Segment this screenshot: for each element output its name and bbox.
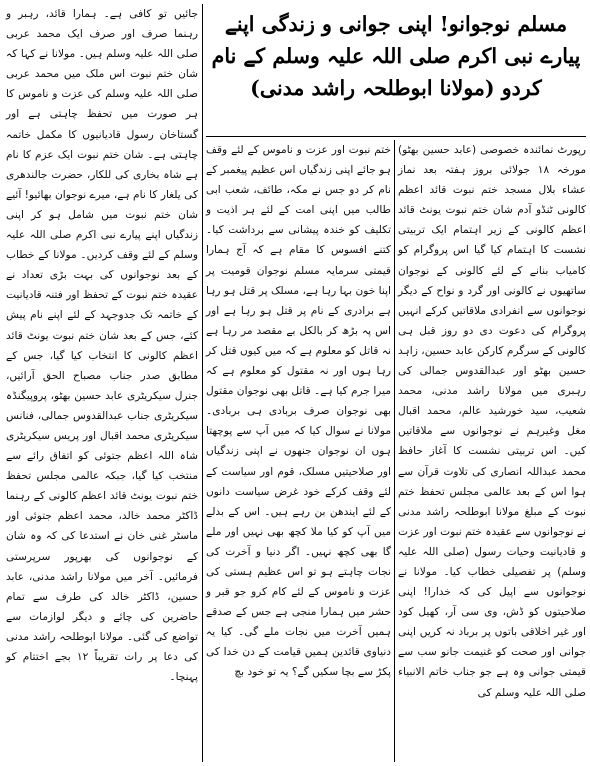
headline-rule (206, 136, 586, 137)
column-text: جائیں تو کافی ہے۔ ہمارا قائد، رہبر و رہنما صرف اور صرف ایک محمد عربی صلی اللہ علیہ وسلم ہیں۔ مولانا نے کہا کہ شان ختم نبوت اس ملک میں محمد عربی صلی اللہ علیہ وسلم کی عزت و ناموس کا ہر صورت میں تحفظ چاہتی ہے اور گستاخان رسول قادیانیوں کا مکمل خاتمہ چاہتی ہے۔ شان ختم نبوت ایک عزم کا نام ہے شاہ بخاری کی للکار، حضرت جالندھری کی یلغار کا نام ہے، میرے نوجوان بھائیو! آئیے شان ختم نبوت میں شامل ہو کر اپنی زندگیاں اپنے پیارے نبی اکرم صلی اللہ علیہ وسلم کے لئے وقف کردیں۔ مولانا کے خطاب کے بعد نوجوانوں کی بہت بڑی تعداد نے عقیدہ ختم نبوت کے تحفظ اور فتنہ قادیانیت کے خاتمہ تک جدوجہد کے لئے اپنے نام پیش کئے، جس کے بعد شان ختم نبوت یونٹ قائد اعظم کالونی کا انتخاب کیا گیا، جس کے مطابق صدر جناب مصباح الحق آرائیں، جنرل سیکریٹری عابد حسین بھٹو، پروپیگنڈہ سیکریٹری جناب عبدالقدوس جمالی، فنانس سیکریٹری محمد اقبال اور پریس سیکریٹری شاہ اللہ اعظم جتوئی کو اتفاق رائے سے منتخب کیا گیا، جبکہ عالمی مجلس تحفظ ختم نبوت یونٹ قائد اعظم کالونی کے رہنما ڈاکٹر محمد خالد، محمد اعظم جتوئی اور ماسٹر غنی خان نے استدعا کی کہ وہ شان کے نوجوانوں کی بھرپور سرپرستی فرمائیں۔ آخر میں مولانا راشد مدنی، عابد حسین، ڈاکٹر خالد کی طرف سے تمام حاضرین کی چائے و دیگر لوازمات سے تواضع کی گئی۔ مولانا ابوطلحہ راشد مدنی کی دعا پر رات تقریباً ۱۲ بجے اختتام کو پہنچا۔ (6, 8, 198, 684)
column-divider-right (394, 140, 395, 762)
column-text: ختم نبوت اور عزت و ناموس کے لئے وقف ہو جائے اپنی زندگیاں اس عظیم پیغمبر کے نام کر دو جس نے مکہ، طائف، شعب ابی طالب میں اپنی امت کے لئے ہر اذیت و تکلیف کو خندہ پیشانی سے برداشت کیا۔ کتنے افسوس کا مقام ہے کہ آج ہمارا قیمتی سرمایہ مسلم نوجوان قومیت پر اپنا خون بہا رہا ہے، مسلک پر قتل ہو رہا ہے برادری کے نام پر قتل ہو رہا ہے اور اس پہ بڑھ کر بالکل بے مقصد مر رہا ہے نہ قاتل کو معلوم ہے کہ میں کیوں قتل کر رہا ہوں اور نہ مقتول کو معلوم ہے کہ میرا جرم کیا ہے۔ قاتل بھی نوجوان مقتول بھی نوجوان صرف بربادی ہی بربادی۔ مولانا نے سوال کیا کہ میں آپ سے پوچھتا ہوں ان نوجوان جنھوں نے اپنی زندگیاں اور صلاحیتیں مسلک، قوم اور سیاست کے لئے وقف کرکے خود غرض سیاست دانوں کے لئے ایندھن بن رہے ہیں۔ اس کے بدلے میں آپ کو کیا ملا کچھ بھی نہیں اور ملے گا بھی کچھ نہیں۔ اگر دنیا و آخرت کی نجات چاہتے ہو تو اس عظیم ہستی کی عزت و ناموس کے لئے کام کرو جو قبر و حشر میں ہمارا منجی ہے جس کے صدقے ہمیں آخرت میں نجات ملے گی۔ کیا یہ دنیاوی قائدین ہمیں قیامت کے دن خدا کی پکڑ سے بچا سکیں گے؟ یہ تو خود بچ (206, 144, 391, 679)
article-column-left (6, 4, 198, 762)
headline: مسلم نوجوانو! اپنی جوانی و زندگی اپنے پیارے نبی اکرم صلی اللہ علیہ وسلم کے نام کردو (مولانا ابوطلحہ راشد مدنی) (211, 12, 581, 100)
article-column-middle (206, 140, 391, 762)
article-column-right (398, 140, 586, 762)
column-divider-left (202, 4, 203, 762)
column-text: رپورٹ نمائندہ خصوصی (عابد حسین بھٹو) مورخہ ۱۸ جولائی بروز ہفتہ بعد نماز عشاء بلال مسجد ختم نبوت قائد اعظم کالونی ٹنڈو آدم شان ختم نبوت یونٹ قائد اعظم کالونی کے زیر اہتمام ایک تربیتی نشست کا اہتمام کیا گیا اس پروگرام کو کامیاب بنانے کے لئے کالونی کے نوجوان ساتھیوں نے کالونی اور گرد و نواح کے دیگر نوجوانوں سے انفرادی ملاقاتیں کرکے انہیں پروگرام کی دعوت دی دو روز قبل ہی کالونی کے سرگرم کارکن عابد حسین، زاہد حسین بھٹو اور عبدالقدوس جمالی کی رہبری میں مولانا راشد مدنی، محمد شعیب، سید خورشید عالم، محمد اقبال مغل وغیرہم نے نوجوانوں سے ملاقاتیں کیں۔ اس تربیتی نشست کا آغاز حافظ محمد عبداللہ انصاری کی تلاوت قرآن سے ہوا اس کے بعد عالمی مجلس تحفظ ختم نبوت کے مبلغ مولانا ابوطلحہ راشد مدنی نے نوجوانوں سے عقیدہ ختم نبوت اور عزت و قادیانیت وحیات رسول (صلی اللہ علیہ وسلم) پر تفصیلی خطاب کیا۔ مولانا نے نوجوانوں سے اپیل کی کہ خدارا! اپنی صلاحیتوں کو ڈش، وی سی آر، کھیل کود اور غیر اخلاقی باتوں پر برباد نہ کریں اپنی جوانی اور صحت کو غنیمت جانو سب سے قیمتی جوانی وہ ہے جو جناب خاتم الانبیاء صلی اللہ علیہ وسلم کی (398, 144, 586, 699)
